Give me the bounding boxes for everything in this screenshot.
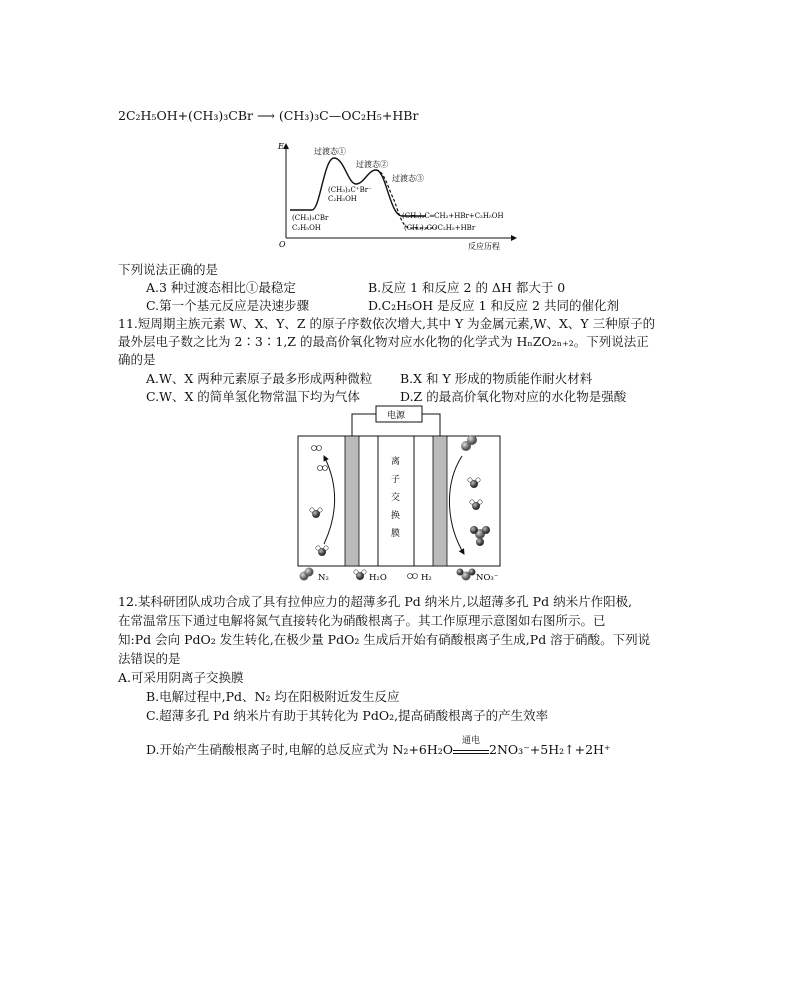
legend-h2-label: H₂	[421, 573, 432, 583]
power-supply-label: 电源	[387, 411, 406, 421]
legend-n2-icon	[300, 568, 314, 581]
q10-option-b: B.反应 1 和反应 2 的 ΔH 都大于 0	[368, 280, 566, 295]
q12-option-b: B.电解过程中,Pd、N₂ 均在阳极附近发生反应	[146, 689, 400, 704]
membrane-char-5: 膜	[391, 529, 401, 539]
membrane-char-4: 换	[391, 511, 401, 521]
origin-label: O	[279, 240, 286, 249]
q11-option-c: C.W、X 的简单氢化物常温下均为气体	[146, 389, 360, 404]
ts2-label: 过渡态②	[356, 160, 388, 169]
legend-h2-icon	[408, 574, 418, 579]
q11-line-2: 最外层电子数之比为 2∶3∶1,Z 的最高价氧化物对应水化物的化学式为 HₙZO₂ₙ₊₂。下列说法正	[118, 334, 649, 349]
q11-line-1: 11.短周期主族元素 W、X、Y、Z 的原子序数依次增大,其中 Y 为金属元素,W、X、Y 三种原子的	[118, 316, 656, 331]
q10-option-c: C.第一个基元反应是决速步骤	[146, 298, 310, 313]
q11-option-b: B.X 和 Y 形成的物质能作耐火材料	[400, 371, 593, 386]
legend-water-label: H₂O	[369, 573, 387, 583]
q11-option-a: A.W、X 两种元素原子最多形成两种微粒	[146, 371, 373, 386]
product-label-2: (CH₃)₃COC₂H₅+HBr	[404, 224, 476, 232]
q10-option-d: D.C₂H₅OH 是反应 1 和反应 2 共同的催化剂	[368, 298, 619, 313]
q12-option-d: D.开始产生硝酸根离子时,电解的总反应式为 N₂+6H₂O 通电 2NO₃⁻+5H₂↑+2H⁺	[146, 736, 611, 757]
right-electrode	[433, 436, 447, 566]
left-electrode	[345, 436, 359, 566]
ts1-label: 过渡态①	[314, 147, 346, 156]
legend-nitrate-label: NO₃⁻	[476, 573, 499, 583]
q12-line-1: 12.某科研团队成功合成了具有拉伸应力的超薄多孔 Pd 纳米片,以超薄多孔 Pd 纳米片作阳极,	[118, 594, 633, 609]
ts3-label: 过渡态③	[392, 174, 424, 183]
q12-line-3: 知:Pd 会向 PdO₂ 发生转化,在极少量 PdO₂ 生成后开始有硝酸根离子生成,Pd 溶于硝酸。下列说	[118, 632, 651, 647]
q10-stem: 下列说法正确的是	[118, 262, 219, 277]
intro-equation: 2C₂H₅OH+(CH₃)₃CBr ⟶ (CH₃)₃C—OC₂H₅+HBr	[118, 108, 419, 123]
q12-line-2: 在常温常压下通过电解将氮气直接转化为硝酸根离子。其工作原理示意图如右图所示。已	[118, 613, 606, 628]
product-label-1: (CH₃)₃C═CH₂+HBr+C₂H₅OH	[402, 212, 504, 220]
q10-option-a: A.3 种过渡态相比①最稳定	[146, 280, 296, 295]
q12-option-a: A.可采用阴离子交换膜	[118, 670, 244, 685]
energy-profile-diagram	[276, 140, 526, 252]
reactant-label-2: C₂H₅OH	[292, 224, 321, 232]
membrane-char-2: 子	[391, 475, 401, 485]
q12-line-4: 法错误的是	[118, 651, 181, 666]
x-axis-label: 反应历程	[468, 242, 500, 251]
electrolysis-cell-diagram	[294, 404, 504, 588]
membrane-char-1: 离	[391, 457, 401, 467]
wire-left	[352, 414, 376, 436]
legend-water-icon	[354, 570, 366, 580]
y-axis-label: E	[278, 142, 284, 151]
legend-nitrate-icon	[457, 569, 476, 581]
q11-option-d: D.Z 的最高价氧化物对应的水化物是强酸	[400, 389, 627, 404]
intermediate-label-2: C₂H₅OH	[328, 195, 357, 203]
membrane-char-3: 交	[391, 493, 401, 503]
reactant-label-1: (CH₃)₃CBr	[292, 214, 329, 222]
intermediate-label-1: (CH₃)₃C⁺Br⁻	[328, 186, 372, 194]
q11-line-3: 确的是	[118, 352, 156, 367]
legend-n2-label: N₂	[318, 573, 329, 583]
electrolysis-condition: 通电	[453, 744, 489, 754]
wire-right	[422, 414, 440, 436]
q12-option-c: C.超薄多孔 Pd 纳米片有助于其转化为 PdO₂,提高硝酸根离子的产生效率	[146, 708, 549, 723]
